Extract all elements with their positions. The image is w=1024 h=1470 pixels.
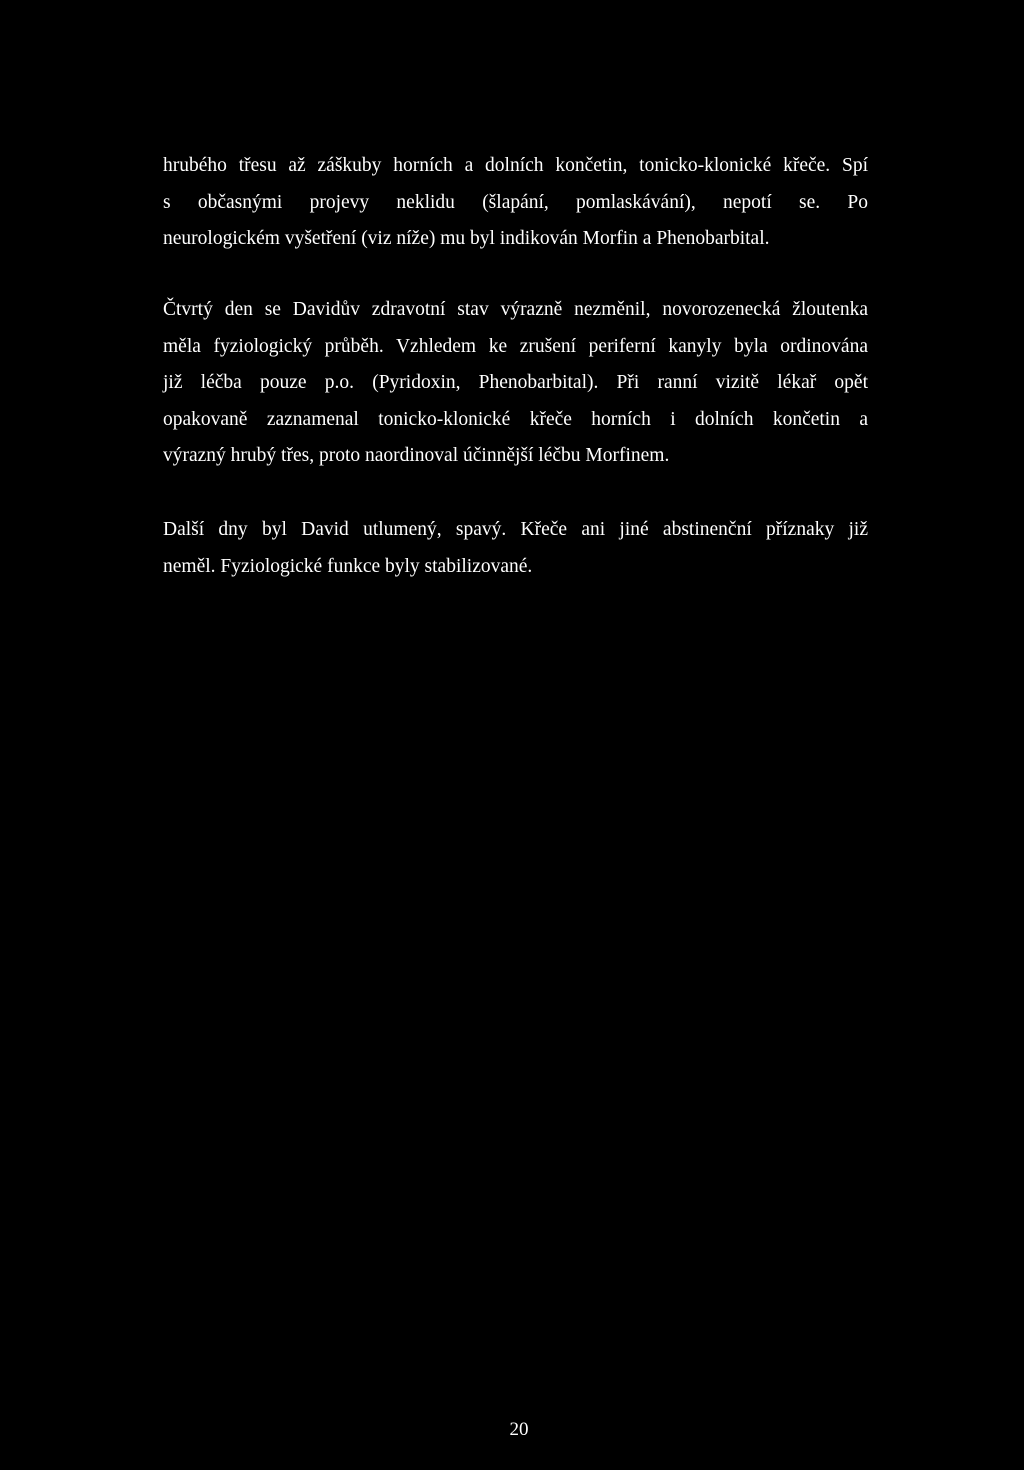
text-line: již léčba pouze p.o. (Pyridoxin, Phenobarbital). Při ranní vizitě lékař opět xyxy=(163,372,868,394)
text-line: s občasnými projevy neklidu (šlapání, pomlaskávání), nepotí se. Po xyxy=(163,191,868,213)
paragraph-1 xyxy=(163,148,868,258)
page-number: 20 xyxy=(509,1419,529,1440)
text-line: neměl. Fyziologické funkce byly stabilizované. xyxy=(163,555,533,577)
text-line: Další dny byl David utlumený, spavý. Křeče ani jiné abstinenční příznaky již xyxy=(163,519,868,540)
text-line: neurologickém vyšetření (viz níže) mu byl indikován Morfin a Phenobarbital. xyxy=(163,228,770,250)
text-line: měla fyziologický průběh. Vzhledem ke zrušení periferní kanyly byla ordinována xyxy=(163,335,868,357)
text-line: opakovaně zaznamenal tonicko-klonické křeče horních i dolních končetin a xyxy=(163,408,868,430)
paragraph-2 xyxy=(163,292,868,475)
text-line: hrubého třesu až záškuby horních a dolních končetin, tonicko-klonické křeče. Spí xyxy=(163,155,868,176)
text-line: Čtvrtý den se Davidův zdravotní stav výrazně nezměnil, novorozenecká žloutenka xyxy=(163,299,868,320)
text-line: výrazný hrubý třes, proto naordinoval účinnější léčbu Morfinem. xyxy=(163,445,670,467)
paragraph-3 xyxy=(163,512,868,585)
